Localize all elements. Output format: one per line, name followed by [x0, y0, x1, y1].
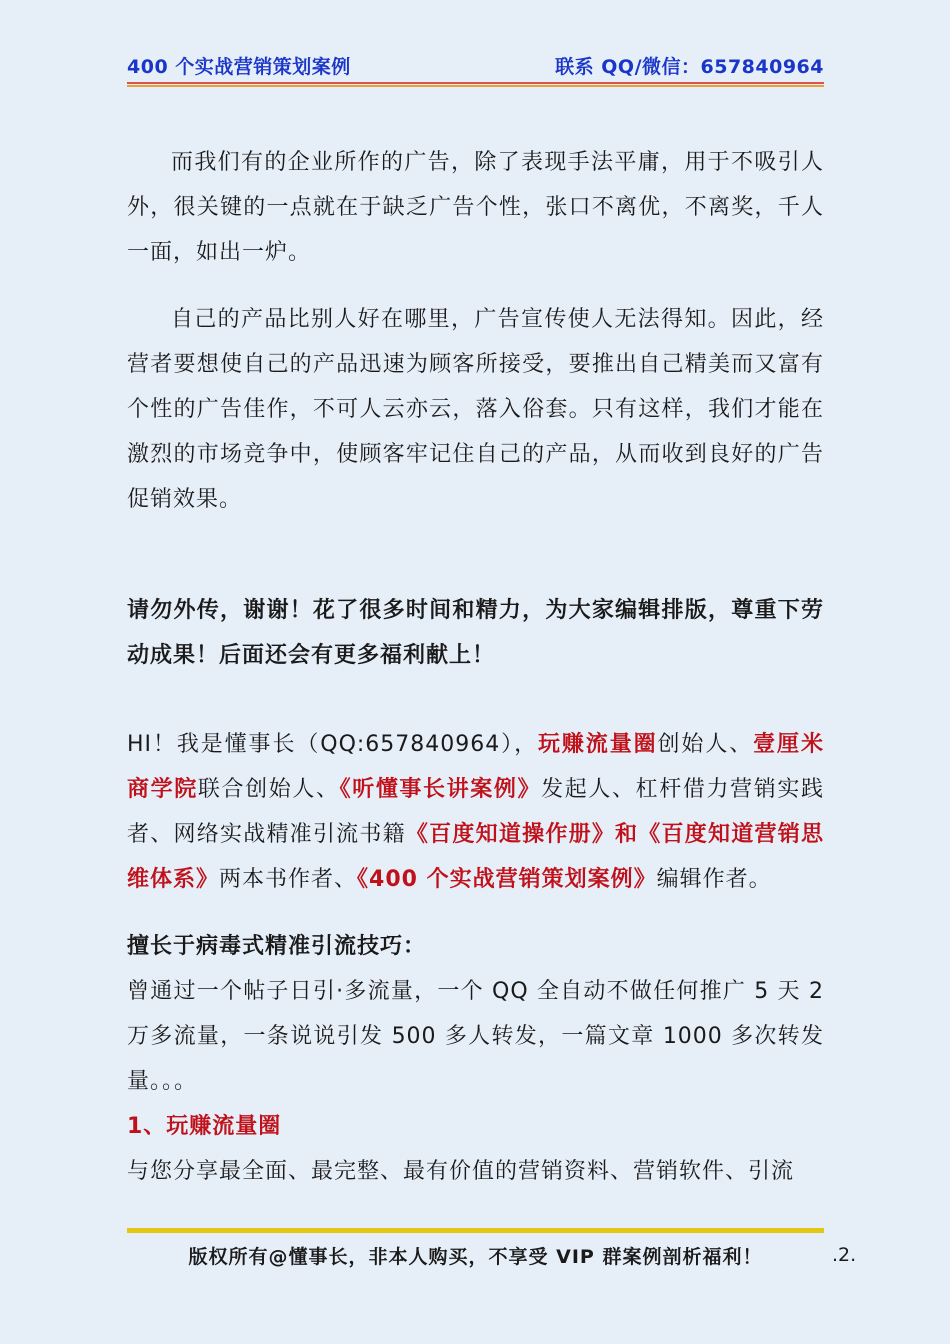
intro-text-4: 发起人、杠杆借力营销实践者、网络实战精准引流书籍	[127, 777, 824, 847]
page-number: .2.	[832, 1244, 857, 1266]
section-1-body: 与您分享最全面、最完整、最有价值的营销资料、营销软件、引流	[127, 1159, 795, 1184]
paragraph-ad-personality: 而我们有的企业所作的广告，除了表现手法平庸，用于不吸引人外，很关键的一点就在于缺乏广告个性，张口不离优，不离奖，千人一面，如出一炉。	[127, 150, 824, 265]
notice-paragraph: 请勿外传，谢谢！花了很多时间和精力，为大家编辑排版，尊重下劳动成果！后面还会有更多福利献上！	[127, 598, 824, 668]
intro-text-6: 编辑作者。	[656, 867, 772, 892]
intro-highlight-1: 玩赚流量圈	[538, 732, 658, 757]
intro-highlight-5: 《400 个实战营销策划案例》	[357, 867, 657, 892]
section-1-title: 1、玩赚流量圈	[127, 1114, 282, 1139]
footer-divider	[127, 1228, 824, 1233]
page-body	[127, 140, 824, 1194]
header-divider-accent	[127, 85, 824, 87]
intro-text-5: 两本书作者、	[219, 867, 358, 892]
skill-heading: 擅长于病毒式精准引流技巧：	[127, 934, 427, 959]
skill-body: 曾通过一个帖子日引·多流量，一个 QQ 全自动不做任何推广 5 天 2 万多流量，一条说说引发 500 多人转发，一篇文章 1000 多次转发量。。。	[127, 979, 824, 1094]
intro-highlight-3: 《听懂事长讲案例》	[339, 777, 542, 802]
footer-copyright: 版权所有@懂事长，非本人购买，不享受 VIP 群案例剖析福利！	[188, 1246, 763, 1268]
header-divider	[127, 82, 824, 84]
author-intro	[127, 722, 824, 902]
intro-highlight-4: 《百度知道操作册》和《百度知道营销思维体系》	[127, 822, 824, 892]
page-header	[127, 52, 824, 82]
intro-text-3: 联合创始人、	[197, 777, 340, 802]
intro-text-2: 创始人、	[657, 732, 754, 757]
paragraph-product-advantage: 自己的产品比别人好在哪里，广告宣传使人无法得知。因此，经营者要想使自己的产品迅速为顾客所接受，要推出自己精美而又富有个性的广告佳作，不可人云亦云，落入俗套。只有这样，我们才能在激烈的市场竞争中，使顾客牢记住自己的产品，从而收到良好的广告促销效果。	[127, 307, 824, 512]
intro-text-1: HI！我是懂事长（QQ:657840964），	[127, 732, 538, 757]
intro-highlight-2: 壹厘米商学院	[127, 732, 824, 802]
header-title: 400 个实战营销策划案例	[127, 56, 351, 78]
header-contact: 联系 QQ/微信：657840964	[555, 56, 824, 78]
